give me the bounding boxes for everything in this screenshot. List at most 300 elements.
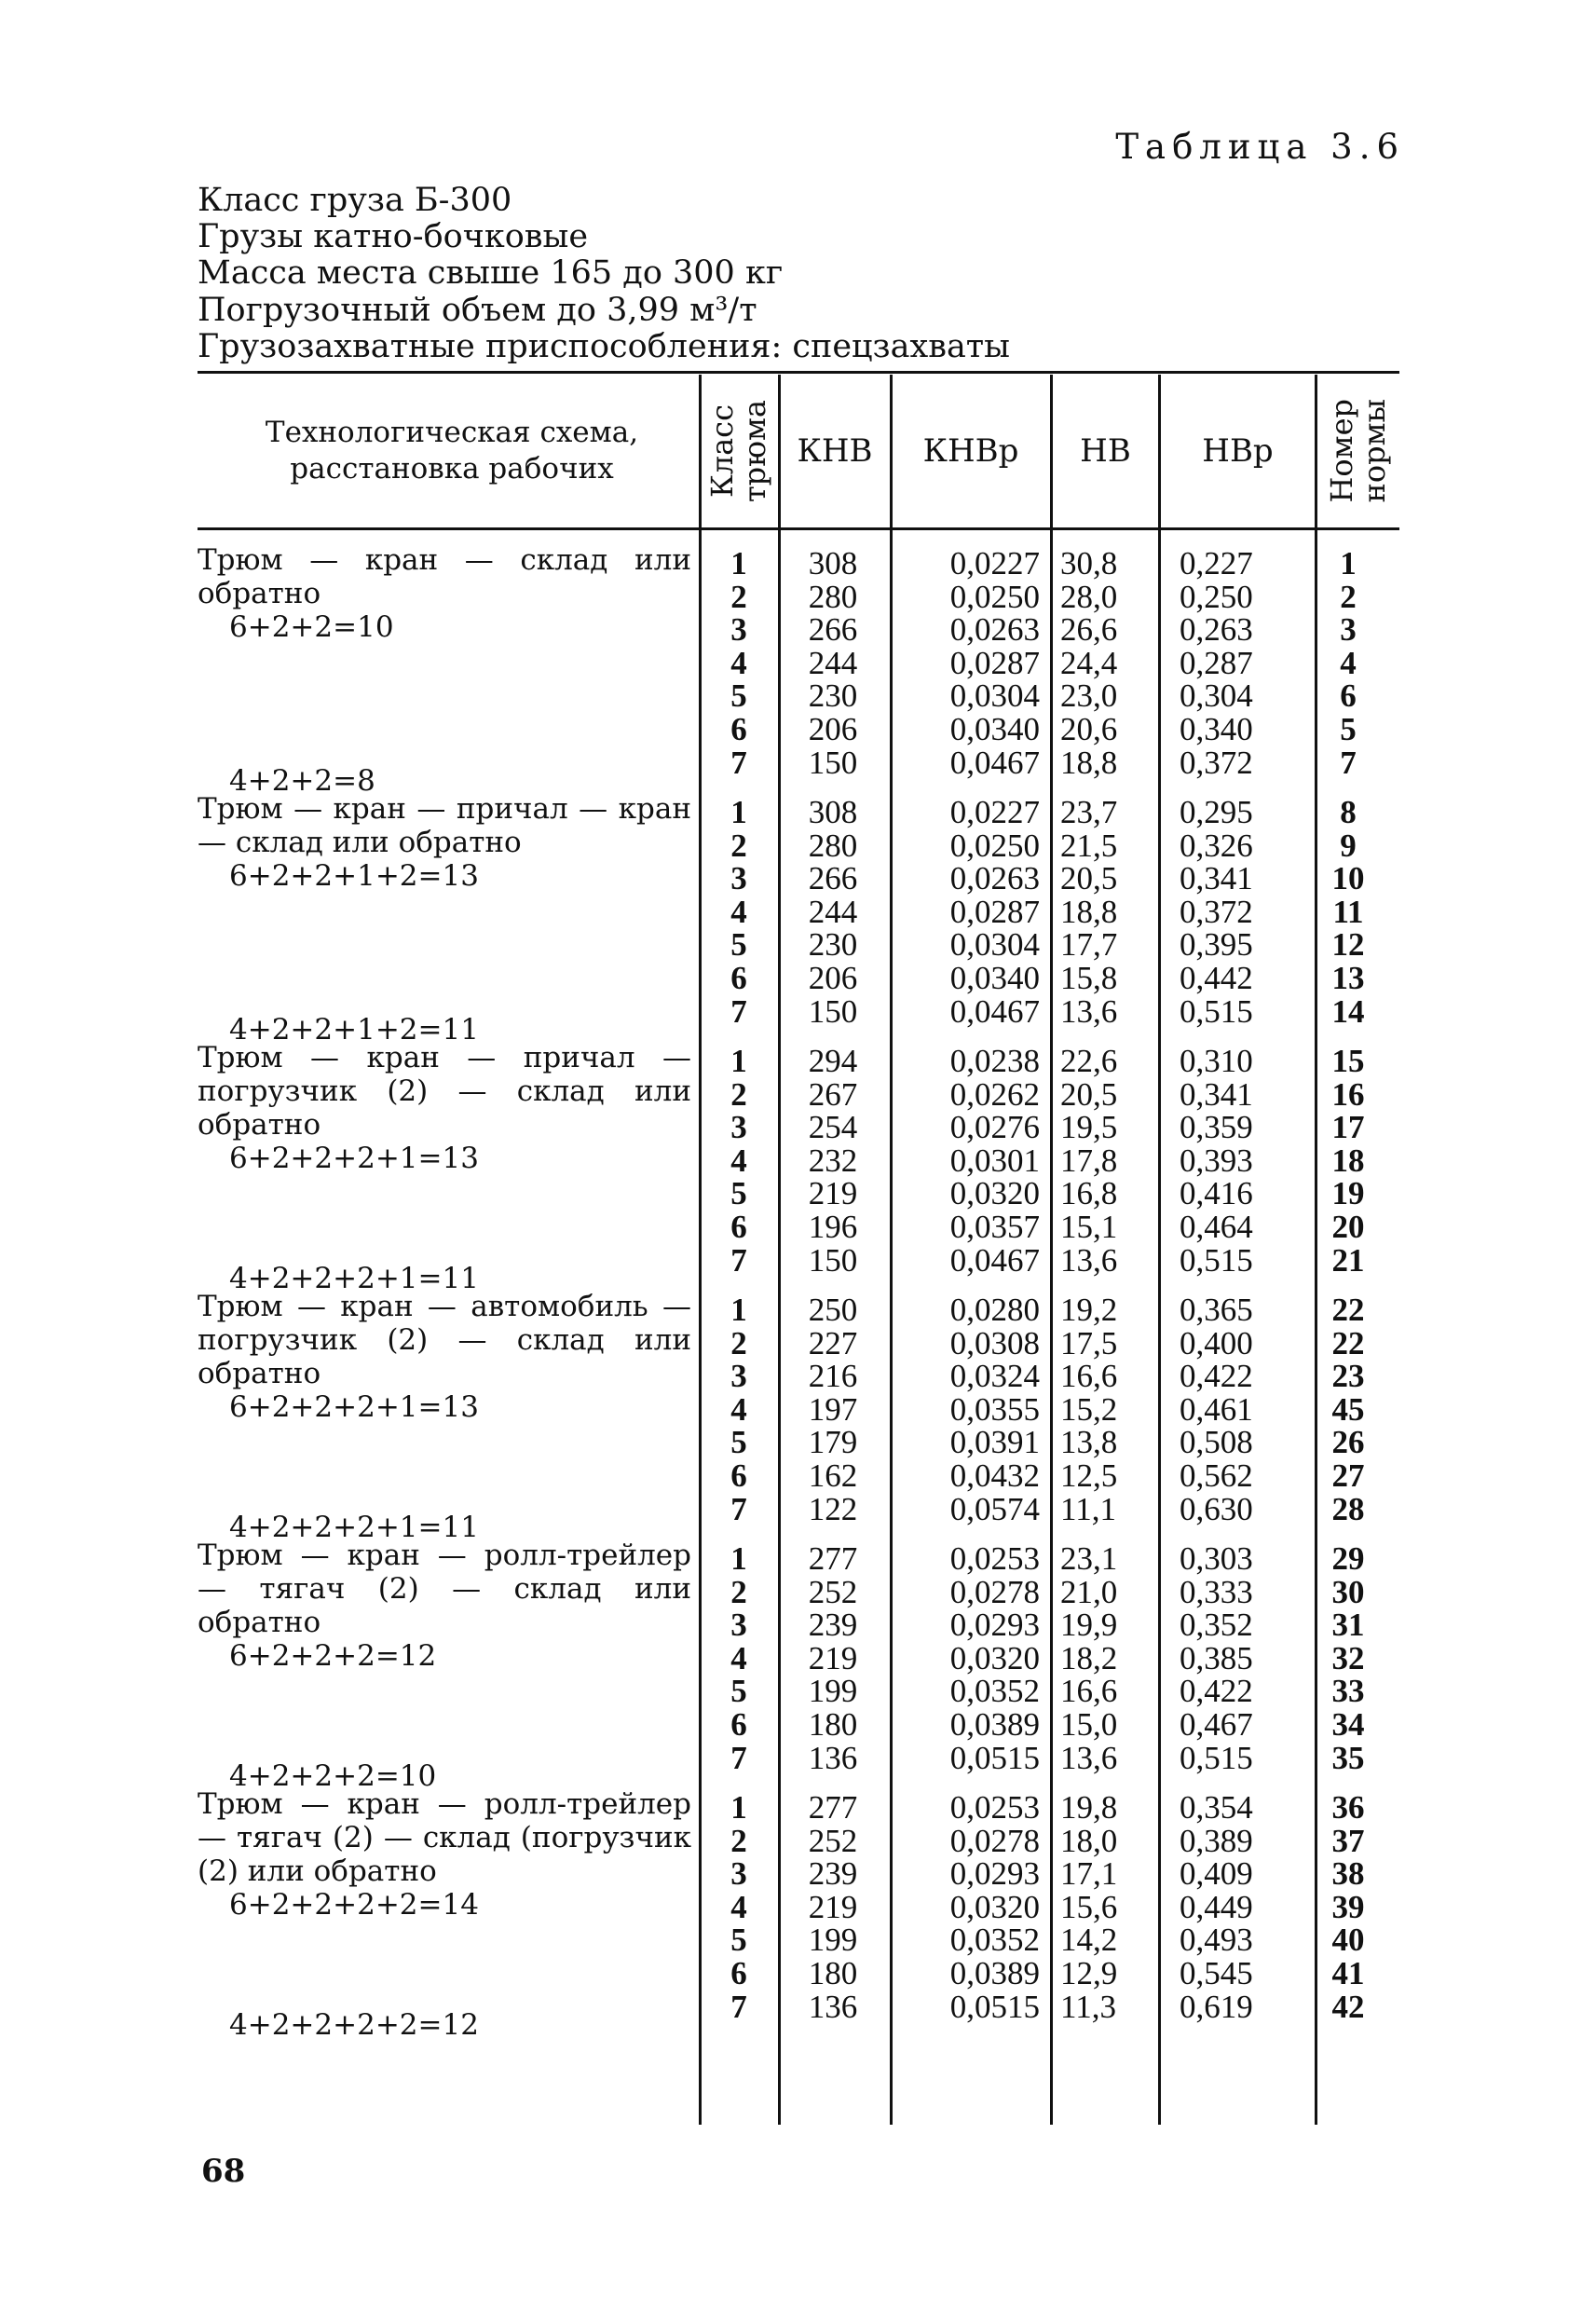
knv-cell: 199	[808, 1922, 858, 1959]
page-number: 68	[201, 2153, 246, 2190]
norm-number-column	[1321, 796, 1375, 1028]
hold-class-cell: 2	[730, 1822, 747, 1859]
hold-class-cell: 3	[730, 1358, 747, 1395]
norm-number-cell: 36	[1331, 1789, 1365, 1826]
knv-column	[786, 796, 880, 1028]
norm-number-cell: 5	[1340, 710, 1357, 747]
knv-cell: 294	[808, 1043, 858, 1079]
knvp-cell: 0,0340	[949, 710, 1040, 747]
norm-number-cell: 2	[1340, 578, 1357, 615]
nvp-cell: 0,630	[1180, 1490, 1253, 1527]
nvp-cell: 0,326	[1180, 827, 1253, 864]
nv-cell: 15,1	[1060, 1208, 1118, 1245]
norm-number-cell: 45	[1331, 1390, 1365, 1428]
knv-cell: 150	[808, 1241, 858, 1279]
knvp-cell: 0,0391	[949, 1424, 1040, 1461]
hold-class-cell: 6	[730, 1705, 747, 1743]
norm-number-cell: 3	[1340, 611, 1357, 649]
nv-cell: 13,6	[1060, 1739, 1118, 1776]
knvp-cell: 0,0340	[949, 959, 1040, 996]
norm-number-cell: 8	[1340, 794, 1357, 830]
crew-formula-primary: 6+2+2+1+2=13	[229, 859, 479, 893]
header-norm-number	[1317, 375, 1399, 527]
scheme-title: Трюм — кран — автомобиль — погрузчик (2) — склад или обратно	[198, 1290, 691, 1390]
knvp-cell: 0,0355	[949, 1390, 1040, 1428]
header-knv: КНВ	[797, 432, 873, 470]
nv-cell: 16,8	[1060, 1175, 1118, 1212]
nv-cell: 15,6	[1060, 1888, 1118, 1925]
norm-number-cell: 26	[1331, 1424, 1365, 1461]
hold-class-cell: 4	[730, 1142, 747, 1179]
crew-formula-primary: 6+2+2+2+1=13	[229, 1142, 479, 1175]
hold-class-cell: 7	[730, 1241, 747, 1279]
knv-cell: 280	[808, 827, 858, 864]
scheme-title: Трюм — кран — склад или обратно	[198, 543, 691, 610]
nvp-cell: 0,310	[1180, 1043, 1253, 1079]
knvp-cell: 0,0276	[949, 1109, 1040, 1146]
hold-class-cell: 1	[730, 1789, 747, 1826]
knv-cell: 196	[808, 1208, 858, 1245]
knvp-cell: 0,0263	[949, 860, 1040, 897]
hold-class-cell: 2	[730, 1573, 747, 1610]
norm-number-cell: 30	[1331, 1573, 1365, 1610]
norm-number-cell: 40	[1331, 1922, 1365, 1959]
nv-cell: 19,8	[1060, 1789, 1118, 1826]
scheme-cell	[198, 543, 691, 798]
nv-cell: 18,2	[1060, 1639, 1118, 1676]
knv-cell: 277	[808, 1540, 858, 1577]
header-hold-class	[702, 375, 777, 527]
knvp-cell: 0,0250	[949, 827, 1040, 864]
nv-cell: 20,6	[1060, 710, 1118, 747]
nvp-cell: 0,461	[1180, 1390, 1253, 1428]
knv-cell: 266	[808, 860, 858, 897]
knv-cell: 122	[808, 1490, 858, 1527]
knvp-cell: 0,0280	[949, 1292, 1040, 1328]
crew-formula-primary: 6+2+2+2+2=14	[229, 1888, 479, 1922]
nv-cell: 13,6	[1060, 1241, 1118, 1279]
norm-number-cell: 28	[1331, 1490, 1365, 1527]
knvp-cell: 0,0467	[949, 1241, 1040, 1279]
knv-cell: 244	[808, 893, 858, 930]
knv-cell: 280	[808, 578, 858, 615]
hold-class-cell: 6	[730, 1954, 747, 1991]
table-header-rule	[198, 527, 1399, 530]
nvp-cell: 0,515	[1180, 1739, 1253, 1776]
hold-class-cell: 2	[730, 827, 747, 864]
norm-number-column	[1321, 547, 1375, 779]
hold-class-cell: 5	[730, 1175, 747, 1212]
knv-column	[786, 547, 880, 779]
hold-class-cell: 4	[730, 893, 747, 930]
norm-number-cell: 12	[1331, 926, 1365, 964]
nv-cell: 17,7	[1060, 926, 1118, 964]
nvp-cell: 0,562	[1180, 1457, 1253, 1494]
hold-class-cell: 2	[730, 578, 747, 615]
nv-column	[1060, 1045, 1144, 1277]
nv-cell: 19,5	[1060, 1109, 1118, 1146]
scheme-cell	[198, 792, 691, 1047]
hold-class-cell: 3	[730, 1855, 747, 1893]
knv-cell: 180	[808, 1954, 858, 1991]
knv-cell: 206	[808, 710, 858, 747]
knv-cell: 219	[808, 1639, 858, 1676]
norm-number-cell: 1	[1340, 545, 1357, 581]
norm-number-cell: 15	[1331, 1043, 1365, 1079]
knvp-cell: 0,0238	[949, 1043, 1040, 1079]
nvp-cell: 0,508	[1180, 1424, 1253, 1461]
crew-formula-primary: 6+2+2+2=12	[229, 1639, 437, 1673]
knvp-cell: 0,0352	[949, 1922, 1040, 1959]
scheme-group	[0, 536, 1596, 798]
hold-class-cell: 5	[730, 1424, 747, 1461]
knv-cell: 266	[808, 611, 858, 649]
norm-number-cell: 7	[1340, 744, 1357, 781]
hold-class-cell: 3	[730, 611, 747, 649]
hold-class-cell: 4	[730, 1639, 747, 1676]
cargo-class-line: Класс груза Б-300	[198, 182, 512, 219]
knv-cell: 252	[808, 1822, 858, 1859]
hold-class-column	[708, 796, 770, 1028]
header-nvp: НВр	[1202, 432, 1274, 470]
nv-cell: 17,5	[1060, 1324, 1118, 1361]
nv-column	[1060, 1293, 1144, 1525]
crew-formula-alternate: 4+2+2+2+2=12	[229, 2008, 479, 2042]
nvp-cell: 0,359	[1180, 1109, 1253, 1146]
knv-cell: 219	[808, 1175, 858, 1212]
nvp-column	[1180, 1045, 1301, 1277]
norm-number-cell: 31	[1331, 1607, 1365, 1644]
norm-number-column	[1321, 1045, 1375, 1277]
norm-number-cell: 19	[1331, 1175, 1365, 1212]
norm-number-cell: 23	[1331, 1358, 1365, 1395]
nv-cell: 30,8	[1060, 545, 1118, 581]
hold-class-cell: 7	[730, 1490, 747, 1527]
nvp-column	[1180, 547, 1301, 779]
knv-cell: 206	[808, 959, 858, 996]
nv-cell: 13,6	[1060, 992, 1118, 1030]
nv-cell: 12,5	[1060, 1457, 1118, 1494]
knv-cell: 239	[808, 1855, 858, 1893]
scheme-title: Трюм — кран — ролл-трейлер — тягач (2) — склад или обратно	[198, 1539, 691, 1639]
hold-class-cell: 4	[730, 1390, 747, 1428]
table-top-rule	[198, 371, 1399, 374]
nvp-cell: 0,422	[1180, 1358, 1253, 1395]
hold-class-cell: 7	[730, 1739, 747, 1776]
knvp-cell: 0,0515	[949, 1988, 1040, 2025]
hold-class-cell: 1	[730, 1540, 747, 1577]
nvp-cell: 0,449	[1180, 1888, 1253, 1925]
nv-cell: 15,8	[1060, 959, 1118, 996]
nvp-cell: 0,467	[1180, 1705, 1253, 1743]
nv-cell: 18,8	[1060, 744, 1118, 781]
nvp-cell: 0,354	[1180, 1789, 1253, 1826]
nv-cell: 26,6	[1060, 611, 1118, 649]
crew-formula-primary: 6+2+2=10	[229, 610, 394, 644]
nv-cell: 22,6	[1060, 1043, 1118, 1079]
nvp-cell: 0,395	[1180, 926, 1253, 964]
cargo-description	[198, 183, 1010, 365]
scheme-group	[0, 1033, 1596, 1295]
norm-number-cell: 21	[1331, 1241, 1365, 1279]
header-scheme	[205, 375, 699, 527]
scheme-title: Трюм — кран — причал — кран — склад или обратно	[198, 792, 691, 859]
scheme-cell	[198, 1290, 691, 1544]
nvp-cell: 0,303	[1180, 1540, 1253, 1577]
knvp-cell: 0,0324	[949, 1358, 1040, 1395]
norm-number-column	[1321, 1293, 1375, 1525]
scheme-cell	[198, 1539, 691, 1793]
header-knvp: КНВр	[922, 432, 1019, 470]
knvp-cell: 0,0253	[949, 1789, 1040, 1826]
norm-number-column	[1321, 1791, 1375, 2023]
knvp-cell: 0,0227	[949, 545, 1040, 581]
knv-cell: 150	[808, 992, 858, 1030]
knvp-cell: 0,0515	[949, 1739, 1040, 1776]
norm-number-cell: 38	[1331, 1855, 1365, 1893]
header-scheme-line1: Технологическая схема,	[265, 416, 639, 450]
nvp-cell: 0,400	[1180, 1324, 1253, 1361]
header-scheme-line2: расстановка рабочих	[290, 452, 614, 486]
knv-column	[786, 1791, 880, 2023]
knvp-cell: 0,0320	[949, 1639, 1040, 1676]
knvp-cell: 0,0293	[949, 1607, 1040, 1644]
knv-cell: 180	[808, 1705, 858, 1743]
nv-cell: 18,8	[1060, 893, 1118, 930]
nv-cell: 13,8	[1060, 1424, 1118, 1461]
nvp-cell: 0,372	[1180, 744, 1253, 781]
norm-number-cell: 17	[1331, 1109, 1365, 1146]
nvp-cell: 0,515	[1180, 1241, 1253, 1279]
nvp-cell: 0,389	[1180, 1822, 1253, 1859]
hold-class-cell: 6	[730, 1457, 747, 1494]
nvp-column	[1180, 1542, 1301, 1774]
knv-cell: 239	[808, 1607, 858, 1644]
norm-number-cell: 41	[1331, 1954, 1365, 1991]
knv-cell: 162	[808, 1457, 858, 1494]
norm-number-cell: 13	[1331, 959, 1365, 996]
knv-cell: 267	[808, 1075, 858, 1113]
knv-column	[786, 1542, 880, 1774]
nv-cell: 11,3	[1060, 1988, 1116, 2025]
nv-cell: 20,5	[1060, 860, 1118, 897]
hold-class-column	[708, 547, 770, 779]
hold-class-cell: 6	[730, 710, 747, 747]
knv-cell: 230	[808, 677, 858, 715]
hold-class-cell: 4	[730, 1888, 747, 1925]
nvp-column	[1180, 1293, 1301, 1525]
knv-cell: 308	[808, 794, 858, 830]
knv-cell: 197	[808, 1390, 858, 1428]
nvp-cell: 0,250	[1180, 578, 1253, 615]
knvp-cell: 0,0250	[949, 578, 1040, 615]
norm-number-cell: 11	[1332, 893, 1364, 930]
knvp-cell: 0,0301	[949, 1142, 1040, 1179]
nvp-cell: 0,515	[1180, 992, 1253, 1030]
norm-number-cell: 16	[1331, 1075, 1365, 1113]
knvp-column	[900, 1791, 1040, 2023]
scheme-group	[0, 1780, 1596, 2042]
nvp-cell: 0,372	[1180, 893, 1253, 930]
crew-formula-alternate: 4+2+2+1+2=11	[229, 1013, 479, 1047]
norm-number-cell: 32	[1331, 1639, 1365, 1676]
nvp-cell: 0,545	[1180, 1954, 1253, 1991]
hold-class-cell: 5	[730, 926, 747, 964]
norm-number-cell: 22	[1331, 1324, 1365, 1361]
nv-cell: 14,2	[1060, 1922, 1118, 1959]
nvp-cell: 0,464	[1180, 1208, 1253, 1245]
crew-formula-primary: 6+2+2+2+1=13	[229, 1390, 479, 1424]
knvp-column	[900, 796, 1040, 1028]
knvp-cell: 0,0227	[949, 794, 1040, 830]
hold-class-cell: 5	[730, 1922, 747, 1959]
hold-class-cell: 6	[730, 1208, 747, 1245]
nvp-cell: 0,304	[1180, 677, 1253, 715]
hold-class-cell: 1	[730, 1292, 747, 1328]
knvp-cell: 0,0278	[949, 1573, 1040, 1610]
knv-cell: 227	[808, 1324, 858, 1361]
knvp-cell: 0,0308	[949, 1324, 1040, 1361]
nv-cell: 17,8	[1060, 1142, 1118, 1179]
knvp-cell: 0,0287	[949, 644, 1040, 681]
nv-column	[1060, 547, 1144, 779]
hold-class-cell: 1	[730, 545, 747, 581]
nv-cell: 24,4	[1060, 644, 1118, 681]
nvp-cell: 0,352	[1180, 1607, 1253, 1644]
hold-class-cell: 1	[730, 1043, 747, 1079]
knvp-cell: 0,0320	[949, 1175, 1040, 1212]
nvp-cell: 0,263	[1180, 611, 1253, 649]
knvp-cell: 0,0320	[949, 1888, 1040, 1925]
norm-number-cell: 6	[1340, 677, 1357, 715]
knvp-column	[900, 1045, 1040, 1277]
scheme-cell	[198, 1041, 691, 1295]
norm-number-cell: 39	[1331, 1888, 1365, 1925]
knv-cell: 150	[808, 744, 858, 781]
scheme-cell	[198, 1787, 691, 2042]
nvp-cell: 0,416	[1180, 1175, 1253, 1212]
knv-cell: 250	[808, 1292, 858, 1328]
nv-cell: 12,9	[1060, 1954, 1118, 1991]
knvp-cell: 0,0304	[949, 926, 1040, 964]
nv-cell: 17,1	[1060, 1855, 1118, 1893]
table-label: Таблица 3.6	[1115, 127, 1405, 167]
hold-class-cell: 1	[730, 794, 747, 830]
scheme-group	[0, 785, 1596, 1047]
norm-number-cell: 29	[1331, 1540, 1365, 1577]
knv-cell: 232	[808, 1142, 858, 1179]
norm-number-cell: 37	[1331, 1822, 1365, 1859]
knvp-column	[900, 1293, 1040, 1525]
cargo-mass-line: Масса места свыше 165 до 300 кг	[198, 254, 784, 293]
norm-number-cell: 18	[1331, 1142, 1365, 1179]
knv-column	[786, 1045, 880, 1277]
cargo-volume-line: Погрузочный объем до 3,99 м³/т	[198, 291, 757, 329]
crew-formula-alternate: 4+2+2+2=10	[229, 1759, 437, 1793]
norm-number-cell: 20	[1331, 1208, 1365, 1245]
nv-column	[1060, 1542, 1144, 1774]
knvp-cell: 0,0262	[949, 1075, 1040, 1113]
norm-number-cell: 27	[1331, 1457, 1365, 1494]
hold-class-cell: 3	[730, 860, 747, 897]
scheme-group	[0, 1282, 1596, 1544]
nvp-cell: 0,393	[1180, 1142, 1253, 1179]
nvp-cell: 0,409	[1180, 1855, 1253, 1893]
hold-class-cell: 7	[730, 744, 747, 781]
nvp-cell: 0,295	[1180, 794, 1253, 830]
hold-class-cell: 5	[730, 1673, 747, 1710]
knv-cell: 254	[808, 1109, 858, 1146]
hold-class-cell: 2	[730, 1075, 747, 1113]
knv-cell: 244	[808, 644, 858, 681]
nvp-cell: 0,333	[1180, 1573, 1253, 1610]
nvp-column	[1180, 1791, 1301, 2023]
knv-cell: 136	[808, 1739, 858, 1776]
cargo-type-line: Грузы катно-бочковые	[198, 218, 589, 256]
norm-number-cell: 33	[1331, 1673, 1365, 1710]
header-nv: НВ	[1080, 432, 1131, 470]
nv-column	[1060, 1791, 1144, 2023]
knvp-column	[900, 1542, 1040, 1774]
nvp-cell: 0,365	[1180, 1292, 1253, 1328]
knvp-cell: 0,0278	[949, 1822, 1040, 1859]
norm-number-cell: 35	[1331, 1739, 1365, 1776]
knvp-cell: 0,0467	[949, 744, 1040, 781]
hold-class-cell: 2	[730, 1324, 747, 1361]
nv-cell: 16,6	[1060, 1673, 1118, 1710]
norm-number-cell: 9	[1340, 827, 1357, 864]
table-body	[0, 536, 1596, 2042]
knv-cell: 199	[808, 1673, 858, 1710]
hold-class-column	[708, 1045, 770, 1277]
knvp-cell: 0,0304	[949, 677, 1040, 715]
nvp-cell: 0,341	[1180, 860, 1253, 897]
nv-cell: 23,0	[1060, 677, 1118, 715]
nvp-cell: 0,422	[1180, 1673, 1253, 1710]
nv-cell: 21,0	[1060, 1573, 1118, 1610]
knv-cell: 219	[808, 1888, 858, 1925]
knvp-cell: 0,0432	[949, 1457, 1040, 1494]
crew-formula-alternate: 4+2+2+2+1=11	[229, 1511, 479, 1544]
hold-class-column	[708, 1293, 770, 1525]
hold-class-cell: 4	[730, 644, 747, 681]
nv-cell: 19,2	[1060, 1292, 1118, 1328]
nv-cell: 23,7	[1060, 794, 1118, 830]
knvp-cell: 0,0357	[949, 1208, 1040, 1245]
nv-cell: 19,9	[1060, 1607, 1118, 1644]
nvp-cell: 0,493	[1180, 1922, 1253, 1959]
nv-cell: 15,0	[1060, 1705, 1118, 1743]
knv-cell: 216	[808, 1358, 858, 1395]
norm-number-cell: 42	[1331, 1988, 1365, 2025]
nvp-cell: 0,442	[1180, 959, 1253, 996]
hold-class-cell: 3	[730, 1607, 747, 1644]
nv-cell: 16,6	[1060, 1358, 1118, 1395]
knv-cell: 252	[808, 1573, 858, 1610]
hold-class-cell: 7	[730, 1988, 747, 2025]
knvp-cell: 0,0574	[949, 1490, 1040, 1527]
nvp-cell: 0,385	[1180, 1639, 1253, 1676]
knvp-cell: 0,0352	[949, 1673, 1040, 1710]
knvp-cell: 0,0389	[949, 1705, 1040, 1743]
knvp-column	[900, 547, 1040, 779]
scheme-group	[0, 1531, 1596, 1793]
norm-number-cell: 14	[1331, 992, 1365, 1030]
nv-cell: 20,5	[1060, 1075, 1118, 1113]
hold-class-column	[708, 1791, 770, 2023]
hold-class-cell: 7	[730, 992, 747, 1030]
nvp-cell: 0,287	[1180, 644, 1253, 681]
